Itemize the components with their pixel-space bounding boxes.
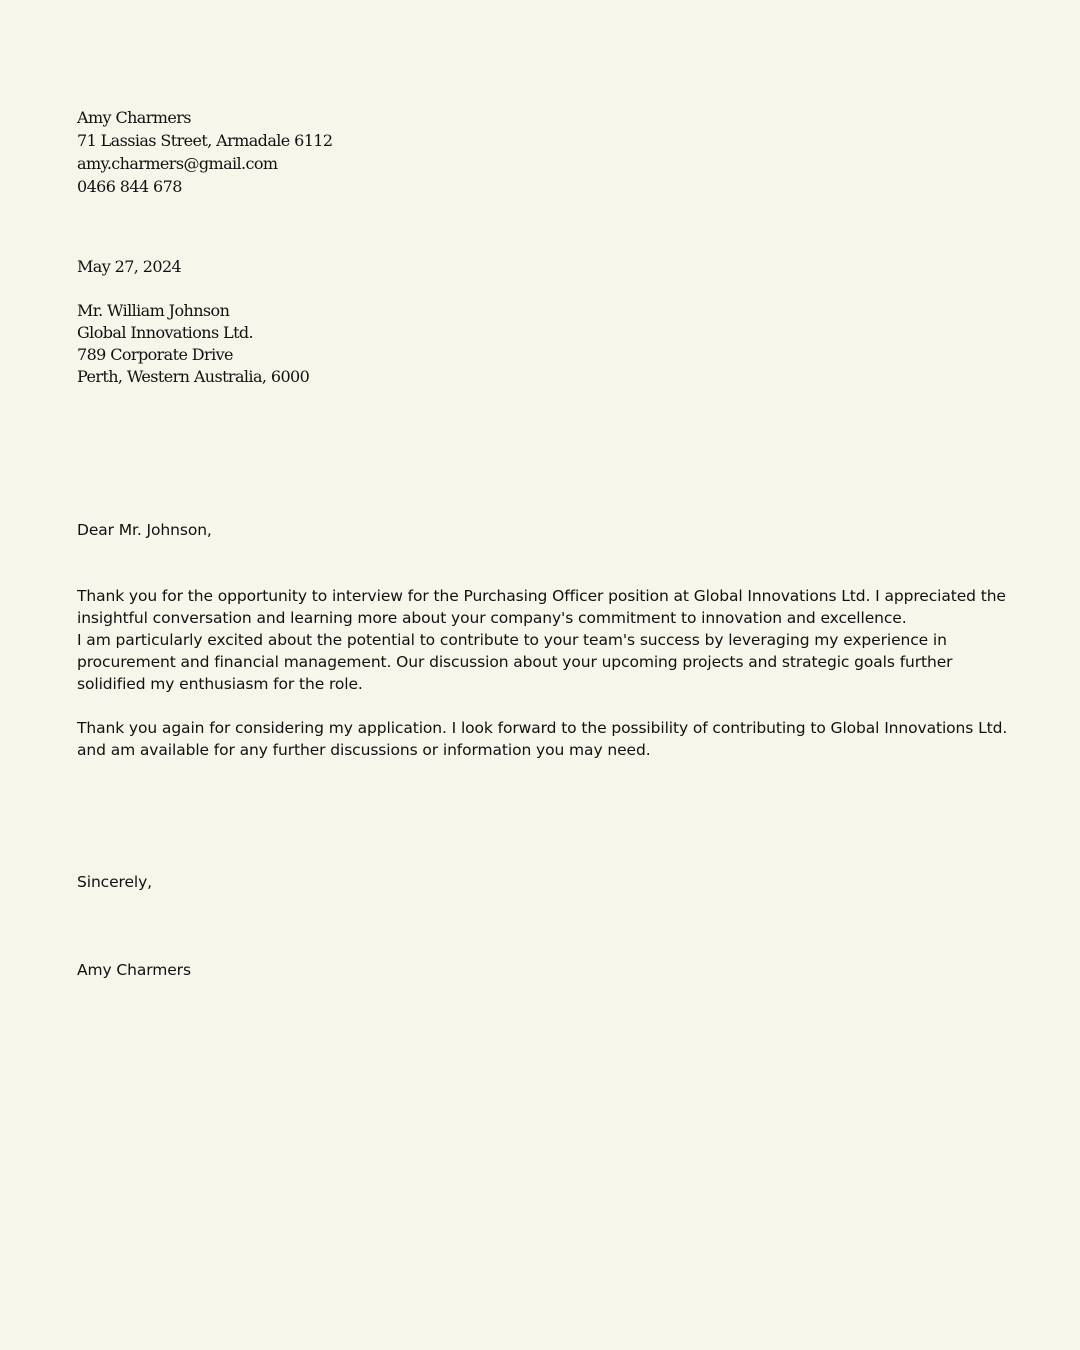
sender-block bbox=[77, 106, 332, 198]
letter-date: May 27, 2024 bbox=[77, 257, 182, 276]
sender-address: 71 Lassias Street, Armadale 6112 bbox=[77, 131, 333, 150]
letter-closing: Sincerely, bbox=[77, 873, 153, 891]
letter-signature: Amy Charmers bbox=[77, 961, 191, 979]
sender-phone: 0466 844 678 bbox=[77, 177, 182, 196]
letter-body bbox=[77, 585, 1012, 761]
recipient-block bbox=[77, 300, 309, 388]
recipient-name: Mr. William Johnson bbox=[77, 301, 230, 320]
recipient-street: 789 Corporate Drive bbox=[77, 345, 233, 364]
body-paragraph-1: Thank you for the opportunity to interview for the Purchasing Officer position at Global Innovations Ltd. I appreciated the insightful conversation and learning more about your company's commitment to innovation and excellence. bbox=[77, 587, 1006, 627]
body-paragraph-3: Thank you again for considering my application. I look forward to the possibility of contributing to Global Innovations Ltd. and am available for any further discussions or information you may need. bbox=[77, 719, 1008, 759]
recipient-city: Perth, Western Australia, 6000 bbox=[77, 367, 310, 386]
sender-email: amy.charmers@gmail.com bbox=[77, 154, 278, 173]
sender-name: Amy Charmers bbox=[77, 108, 191, 127]
letter-greeting: Dear Mr. Johnson, bbox=[77, 521, 212, 539]
body-paragraph-2: I am particularly excited about the potential to contribute to your team's success by leveraging my experience in procurement and financial management. Our discussion about your upcoming projects and strategic goals further solidified my enthusiasm for the role. bbox=[77, 631, 953, 693]
recipient-company: Global Innovations Ltd. bbox=[77, 323, 254, 342]
